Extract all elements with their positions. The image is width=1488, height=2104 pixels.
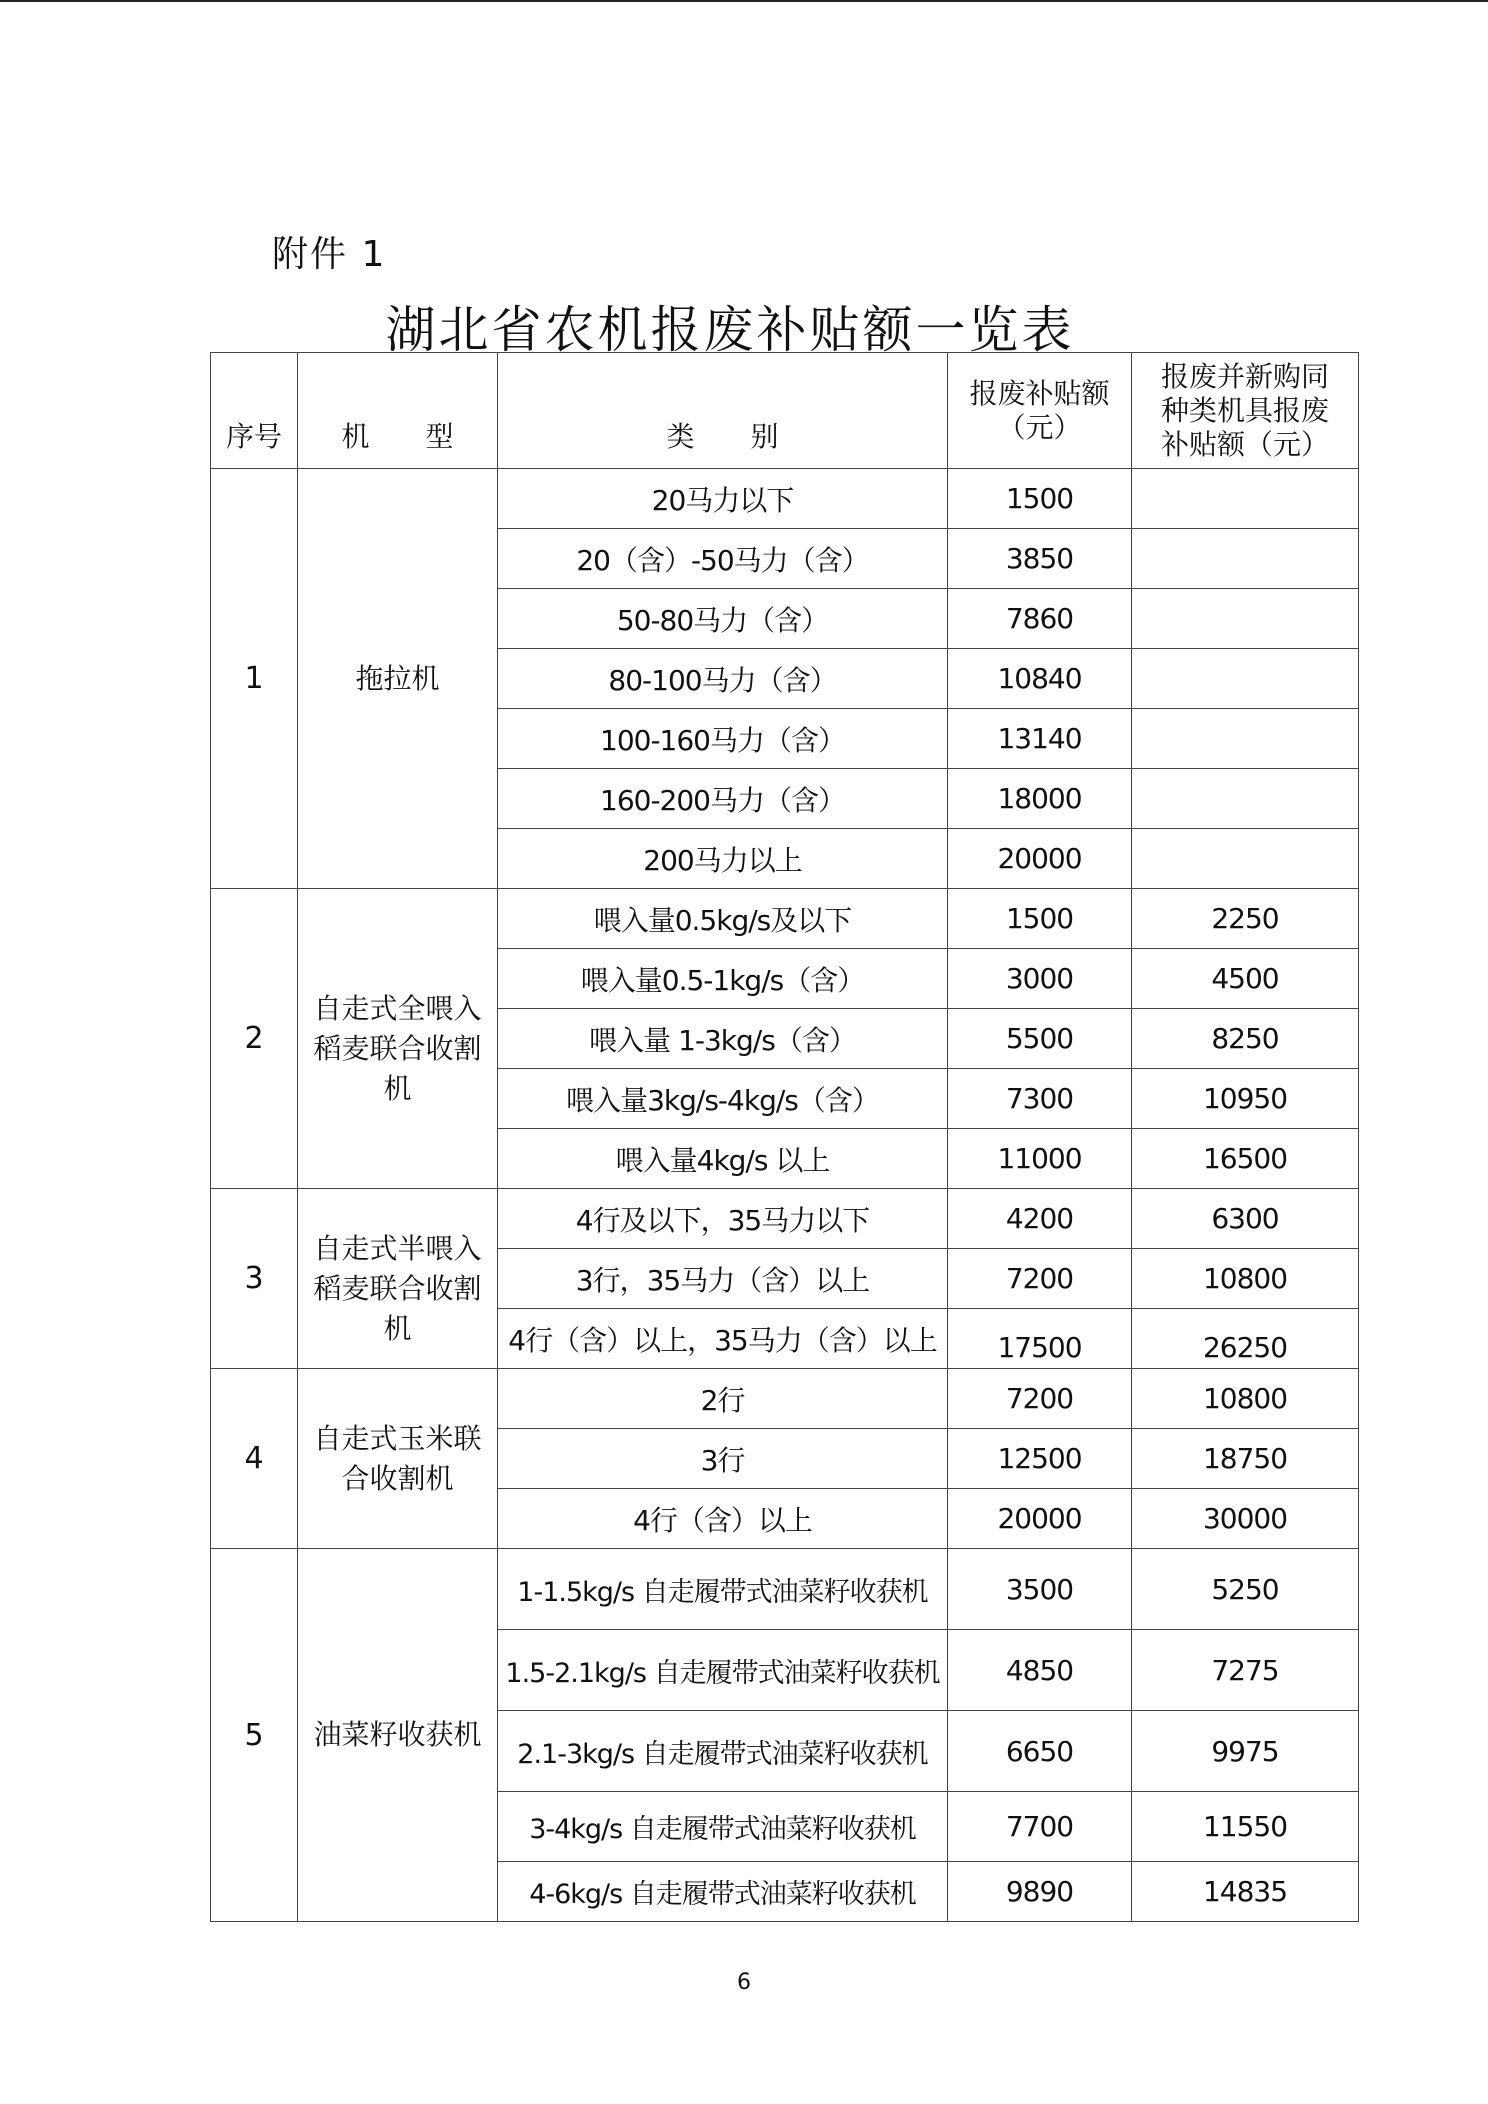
scrap-subsidy-cell: 7200 [948, 1249, 1132, 1309]
scrap-subsidy-cell: 7200 [948, 1369, 1132, 1429]
scrap-new-subsidy-cell: 30000 [1132, 1489, 1359, 1549]
category-cell: 100-160马力（含） [498, 709, 948, 769]
table-row [211, 1549, 1359, 1630]
scrap-new-subsidy-cell [1132, 469, 1359, 529]
scrap-new-subsidy-cell [1132, 649, 1359, 709]
category-cell: 喂入量 1-3kg/s（含） [498, 1009, 948, 1069]
scrap-new-subsidy-cell: 18750 [1132, 1429, 1359, 1489]
scrap-subsidy-cell: 18000 [948, 769, 1132, 829]
category-cell: 3行 [498, 1429, 948, 1489]
category-cell: 喂入量3kg/s-4kg/s（含） [498, 1069, 948, 1129]
group-number: 3 [211, 1189, 298, 1369]
category-cell: 2.1-3kg/s 自走履带式油菜籽收获机 [498, 1711, 948, 1792]
machine-model: 油菜籽收获机 [298, 1549, 498, 1922]
scrap-subsidy-cell: 5500 [948, 1009, 1132, 1069]
scrap-subsidy-cell: 7700 [948, 1792, 1132, 1862]
category-cell: 3行，35马力（含）以上 [498, 1249, 948, 1309]
scrap-subsidy-cell: 20000 [948, 829, 1132, 889]
scrap-new-subsidy-cell [1132, 769, 1359, 829]
scrap-new-subsidy-cell: 26250 [1132, 1309, 1359, 1369]
scrap-new-subsidy-cell: 9975 [1132, 1711, 1359, 1792]
category-cell: 4行（含）以上，35马力（含）以上 [498, 1309, 948, 1369]
scrap-subsidy-cell: 17500 [948, 1309, 1132, 1369]
scrap-subsidy-cell: 10840 [948, 649, 1132, 709]
table-row [211, 889, 1359, 949]
scrap-new-subsidy-cell: 10800 [1132, 1369, 1359, 1429]
top-border-line [0, 0, 1488, 2]
scrap-new-subsidy-cell: 11550 [1132, 1792, 1359, 1862]
header-model: 机 型 [298, 353, 498, 469]
page-number: 6 [737, 1970, 751, 1995]
machine-model: 自走式半喂入稻麦联合收割机 [298, 1189, 498, 1369]
scrap-subsidy-cell: 3850 [948, 529, 1132, 589]
category-cell: 80-100马力（含） [498, 649, 948, 709]
category-cell: 20（含）-50马力（含） [498, 529, 948, 589]
group-number: 2 [211, 889, 298, 1189]
category-cell: 200马力以上 [498, 829, 948, 889]
scrap-new-subsidy-cell: 10800 [1132, 1249, 1359, 1309]
scrap-subsidy-cell: 9890 [948, 1862, 1132, 1922]
table-row [211, 1369, 1359, 1429]
category-cell: 喂入量0.5-1kg/s（含） [498, 949, 948, 1009]
table-body [211, 469, 1359, 1922]
category-cell: 1-1.5kg/s 自走履带式油菜籽收获机 [498, 1549, 948, 1630]
scrap-new-subsidy-cell: 5250 [1132, 1549, 1359, 1630]
machine-model: 自走式玉米联合收割机 [298, 1369, 498, 1549]
scrap-subsidy-cell: 4200 [948, 1189, 1132, 1249]
category-cell: 4-6kg/s 自走履带式油菜籽收获机 [498, 1862, 948, 1922]
scrap-new-subsidy-cell: 10950 [1132, 1069, 1359, 1129]
machine-model: 拖拉机 [298, 469, 498, 889]
scrap-new-subsidy-cell: 7275 [1132, 1630, 1359, 1711]
category-cell: 喂入量4kg/s 以上 [498, 1129, 948, 1189]
scrap-new-subsidy-cell [1132, 829, 1359, 889]
scrap-subsidy-cell: 13140 [948, 709, 1132, 769]
scrap-new-subsidy-cell: 16500 [1132, 1129, 1359, 1189]
category-cell: 2行 [498, 1369, 948, 1429]
scrap-subsidy-cell: 4850 [948, 1630, 1132, 1711]
group-number: 5 [211, 1549, 298, 1922]
scrap-subsidy-cell: 1500 [948, 889, 1132, 949]
scrap-subsidy-cell: 3500 [948, 1549, 1132, 1630]
scrap-subsidy-cell: 12500 [948, 1429, 1132, 1489]
scrap-new-subsidy-cell: 14835 [1132, 1862, 1359, 1922]
scrap-subsidy-cell: 6650 [948, 1711, 1132, 1792]
category-cell: 50-80马力（含） [498, 589, 948, 649]
scrap-subsidy-cell: 7300 [948, 1069, 1132, 1129]
scrap-subsidy-cell: 11000 [948, 1129, 1132, 1189]
header-scrap-subsidy: 报废补贴额（元） [948, 353, 1132, 469]
scrap-new-subsidy-cell [1132, 529, 1359, 589]
scrap-new-subsidy-cell: 2250 [1132, 889, 1359, 949]
header-no: 序号 [211, 353, 298, 469]
scrap-new-subsidy-cell: 8250 [1132, 1009, 1359, 1069]
scrap-new-subsidy-cell: 4500 [1132, 949, 1359, 1009]
scrap-subsidy-cell: 1500 [948, 469, 1132, 529]
category-cell: 3-4kg/s 自走履带式油菜籽收获机 [498, 1792, 948, 1862]
machine-model: 自走式全喂入稻麦联合收割机 [298, 889, 498, 1189]
subsidy-table [210, 352, 1359, 1922]
scrap-new-subsidy-cell [1132, 709, 1359, 769]
header-row [211, 353, 1359, 469]
scrap-new-subsidy-cell: 6300 [1132, 1189, 1359, 1249]
category-cell: 喂入量0.5kg/s及以下 [498, 889, 948, 949]
table-row [211, 1189, 1359, 1249]
scrap-subsidy-cell: 7860 [948, 589, 1132, 649]
group-number: 1 [211, 469, 298, 889]
table-row [211, 469, 1359, 529]
category-cell: 20马力以下 [498, 469, 948, 529]
category-cell: 160-200马力（含） [498, 769, 948, 829]
group-number: 4 [211, 1369, 298, 1549]
scrap-new-subsidy-cell [1132, 589, 1359, 649]
attachment-label: 附件 1 [272, 234, 387, 275]
category-cell: 4行（含）以上 [498, 1489, 948, 1549]
scrap-subsidy-cell: 3000 [948, 949, 1132, 1009]
scrap-subsidy-cell: 20000 [948, 1489, 1132, 1549]
category-cell: 4行及以下，35马力以下 [498, 1189, 948, 1249]
category-cell: 1.5-2.1kg/s 自走履带式油菜籽收获机 [498, 1630, 948, 1711]
header-category: 类 别 [498, 353, 948, 469]
header-scrap-new-subsidy: 报废并新购同种类机具报废补贴额（元） [1132, 353, 1359, 469]
title-text: 湖北省农机报废补贴额一览表 [385, 301, 1075, 359]
